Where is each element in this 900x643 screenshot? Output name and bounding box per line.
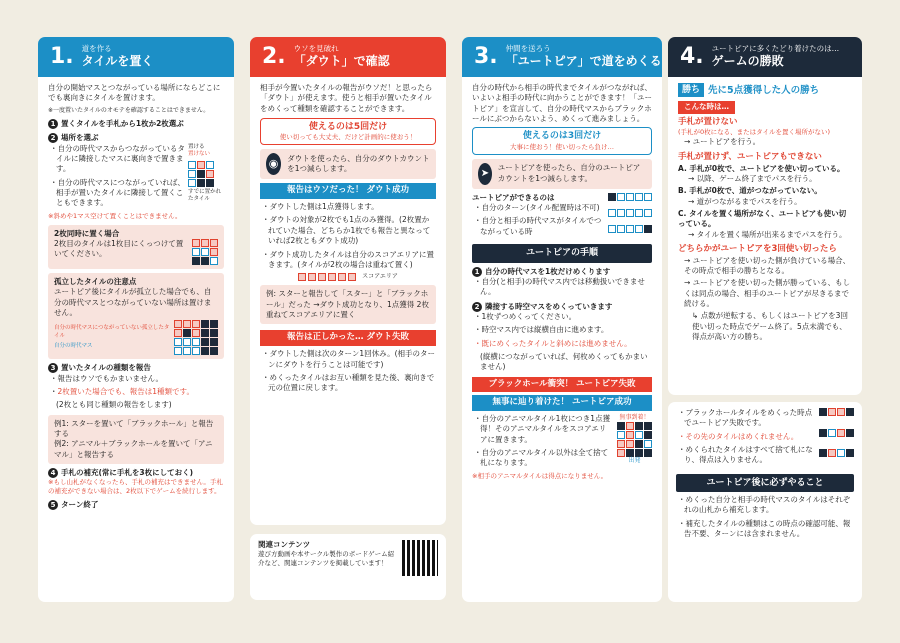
utopia-counter: ➤ ユートピアを使ったら、自分のユートピアカウントを1つ減らします。	[472, 159, 652, 189]
success-2: ・ 自分のアニマルタイル以外は全て捨て札になります。	[472, 448, 613, 469]
section-number: 3.	[474, 44, 498, 69]
doubt-success-bar: 報告はウソだった！ ダウト成功	[260, 183, 436, 199]
fail-1: ・ ダウトした側は次のターン1回休み。(相手のターンにダウトを行うことは可能です)	[260, 349, 436, 370]
case-2-title: 手札が置けず、ユートピアもできない	[678, 151, 822, 162]
blackhole-diagram	[819, 408, 854, 469]
section-number: 1.	[50, 44, 74, 69]
step-4-warning: ※もし山札がなくなったら、手札の補充はできません。手札の補充ができない場合は、2枚以下でゲームを続行します。	[48, 478, 223, 496]
step-3-b: ・ 2枚置いた場合でも、報告は1種類です。	[48, 387, 224, 397]
success-warning: ※相手のアニマルタイルは得点になりません。	[472, 471, 608, 480]
blackhole-1: ・ ブラックホールタイルをめくった時点でユートピア失敗です。	[676, 408, 815, 429]
qr-code[interactable]	[402, 540, 438, 576]
column-4	[668, 37, 862, 395]
after-2: ・ 補充したタイルの種類はこの時点の確認可能、報告不要、ターンには含まれません。	[676, 519, 854, 540]
case-b: B. 手札が0枚で、道がつながっていない。	[678, 186, 822, 196]
case-3-a: → ユートピアを使い切った側が負けている場合、その時点で相手の勝ちとなる。	[684, 255, 851, 275]
step-2-detail-b: ・ 自分の時代マスにつながっていれば、相手が置いたタイルに隣接して置くこともできます。	[48, 178, 185, 209]
proc-2-b: ・ 時空マス内では縦横自由に進めます。	[472, 325, 652, 335]
step-2: 2 場所を選ぶ	[48, 133, 224, 143]
after-utopia-bar: ユートピア後に必ずやること	[676, 474, 854, 492]
box-isolated: 孤立したタイルの注意点 ユートピア後にタイルが孤立した場合でも、自分の時代マスとつながっていない場所は置けません。 自分の時代マスにつながっていない孤立したタイル 自分の時代マス	[48, 273, 224, 359]
proc-2-d: (縦横につながっていれば、何枚めくってもかまいません)	[480, 351, 648, 372]
step-2-detail-a: ・ 自分の時代マスからつながっているタイルに隣接したマスに裏向きで置きます。	[48, 144, 185, 175]
box-two-tiles: 2枚同時に置く場合 2枚目のタイルは1枚目にくっつけて置いてください。	[48, 225, 224, 269]
section-title: 「ダウト」で確認	[293, 53, 390, 68]
intro-text: 相手が今置いたタイルの報告がウソだ！と思ったら「ダウト」が使えます。使うと相手が置いたタイルをめくって種類を確認することができます。	[260, 83, 433, 113]
intro-text: 自分の時代から相手の時代までタイルがつながれば、いよいよ相手の時代に向かうことができます！「ユートピア」を宣言して、自分の時代マスからブラックホールにぶつからないよう、めくって進みましょう。	[472, 83, 652, 124]
section-number: 2.	[262, 44, 286, 69]
header-1	[38, 37, 234, 77]
column-2	[250, 37, 446, 525]
win-condition: 勝ち 先に5点獲得した人の勝ち	[678, 83, 852, 97]
case-b-action: → 道がつながるまでパスを行う。	[688, 196, 802, 206]
utopia-limit: 使えるのは3回だけ 大事に使おう！使い切ったら負け…	[472, 127, 652, 154]
header-3	[462, 37, 662, 77]
case-3-title: どちらかがユートピアを3回使い切ったら	[678, 243, 837, 254]
condition-title: ユートピアができるのは	[472, 192, 555, 202]
case-c-action: → タイルを置く場所が出来るまでパスを行う。	[688, 229, 847, 239]
step-3-c: (2枚とも同じ種類の報告をします)	[56, 400, 172, 410]
note: ※一度置いたタイルのオモテを確認することはできません。	[48, 106, 210, 114]
case-a-action: → 以降、ゲーム終了までパスを行う。	[688, 173, 817, 183]
column-1	[38, 37, 234, 602]
column-3	[462, 37, 662, 602]
example-box: 例1: スターを置いて「ブラックホール」と報告する 例2: アニマル＋ブラックホールを置いて「アニマル」と報告する	[48, 415, 224, 464]
placement-legend: 置ける 置けない すでに置かれたタイル	[188, 143, 222, 203]
condition-2: ・ 自分と相手の時代マスがタイルでつながっている時	[472, 216, 604, 237]
doubt-fail-bar: 報告は正しかった… ダウト失敗	[260, 330, 436, 346]
step-3-a: ・ 報告はウソでもかまいません。	[48, 374, 224, 384]
condition-1: ・ 自分のターン(タイル配置時は不可)	[472, 203, 604, 213]
eye-icon: ◉	[266, 153, 281, 175]
related-title: 関連コンテンツ	[258, 540, 311, 549]
proc-2-a: ・ 1枚ずつめくってください。	[472, 312, 652, 322]
path-diagram: 無事到着！ 出発	[617, 414, 652, 484]
case-a: A. 手札が0枚で、ユートピアを使い切っている。	[678, 163, 845, 173]
success-2: ・ ダウトの対象が2枚でも1点のみ獲得。(2枚置かれていた場合、どちらか1枚でも報告と異なっていれば2枚ともダウト成功)	[260, 215, 436, 246]
proc-2: 2 隣接する時空マスをめくっていきます	[472, 302, 652, 312]
procedure-bar: ユートピアの手順	[472, 244, 652, 262]
case-3-c: ↳ 点数が逆転する、もしくはユートピアを3回使い切った時点でゲーム終了。5点未満でも、得点が高い方の勝ち。	[692, 311, 848, 342]
case-1-title: 手札が置けない	[678, 116, 738, 127]
blackhole-fail-bar: ブラックホール衝突！ ユートピア失敗	[472, 377, 652, 393]
after-1: ・ めくった自分と相手の時代マスのタイルはそれぞれの山札から補充します。	[676, 495, 854, 516]
related-content	[250, 534, 446, 600]
fail-2: ・ めくったタイルはお互い種類を見た後、裏向きで元の位置に戻します。	[260, 373, 436, 394]
blackhole-2: ・ その先のタイルはめくれません。	[676, 432, 815, 442]
section-title: タイルを置く	[81, 53, 154, 68]
proc-1-a: ・ 自分(と相手)の時代マス内では移動扱いできません。	[472, 277, 652, 298]
case-c: C. タイルを置く場所がなく、ユートピアも使い切っている。	[678, 208, 847, 229]
proc-2-c: ・ 既にめくったタイルと斜めには進めません。	[472, 339, 652, 349]
section-subtitle: ユートピアに多くたどり着けたのは…	[711, 44, 840, 54]
step-3: 3 置いたタイルの種類を報告	[48, 363, 224, 373]
doubt-example: 例: スターと報告して「スター」と「ブラックホール」だった →ダウト成功となり、1点獲得 2枚重ねてスコアエリアに置く	[260, 285, 436, 324]
step-5: 5 ターン終了	[48, 500, 224, 510]
utopia-success-bar: 無事に辿り着けた！ ユートピア成功	[472, 395, 652, 411]
section-subtitle: ウソを見破れ	[293, 44, 339, 54]
section-subtitle: 道を作る	[81, 44, 112, 54]
doubt-counter: ◉ ダウトを使ったら、自分のダウトカウントを1つ減らします。	[260, 149, 436, 179]
success-1: ・ ダウトした側は1点獲得します。	[260, 202, 436, 212]
section-title: 「ユートピア」で道をめくる	[505, 53, 662, 68]
case-1-action: → ユートピアを行う。	[684, 137, 761, 147]
section-number: 4.	[680, 44, 704, 69]
score-area-diagram: スコアエリア	[260, 273, 436, 281]
blackhole-3: ・ めくられたタイルはすべて捨て札になり、得点は入りません。	[676, 445, 815, 466]
header-4	[668, 37, 862, 77]
header-2	[250, 37, 446, 77]
intro-text: 自分の開始マスとつながっている場所にならどこにでも裏向きにタイルを置けます。	[48, 83, 221, 103]
doubt-limit: 使えるのは5回だけ 使い切っても大丈夫、だけど計画的に使おう！	[260, 118, 436, 145]
proc-1: 1 自分の時代マスを1枚だけめくります	[472, 267, 652, 277]
success-3: ・ ダウト成功したタイルは自分のスコアエリアに置きます。(タイルが2枚の場合は重ねて置く)	[260, 250, 436, 271]
utopia-result-panel	[668, 402, 862, 602]
case-3-b: → ユートピアを使い切った側が勝っている、もしくは同点の場合、相手のユートピアが尽きるまで続ける。	[684, 278, 851, 308]
section-title: ゲームの勝敗	[711, 53, 784, 68]
when-badge: こんな時は…	[678, 101, 735, 113]
section-subtitle: 仲間を送ろう	[505, 44, 551, 54]
step-2-warning: ※斜めや1マス空けて置くことはできません。	[48, 211, 182, 220]
step-4: 4 手札の補充(常に手札を3枚にしておく)	[48, 468, 224, 478]
step-1: 1 置くタイルを手札から1枚か2枚選ぶ	[48, 119, 224, 129]
case-1-sub: (手札が0枚になる、またはタイルを置く場所がない)	[678, 128, 831, 137]
ship-icon: ➤	[478, 163, 492, 185]
success-1: ・ 自分のアニマルタイル1枚につき1点獲得！そのアニマルタイルをスコアエリアに置きます。	[472, 414, 613, 445]
related-text: 遊び方動画や本サークル製作のボードゲーム紹介など、関連コンテンツを掲載しています！	[258, 550, 395, 568]
connection-diagram	[608, 193, 652, 240]
